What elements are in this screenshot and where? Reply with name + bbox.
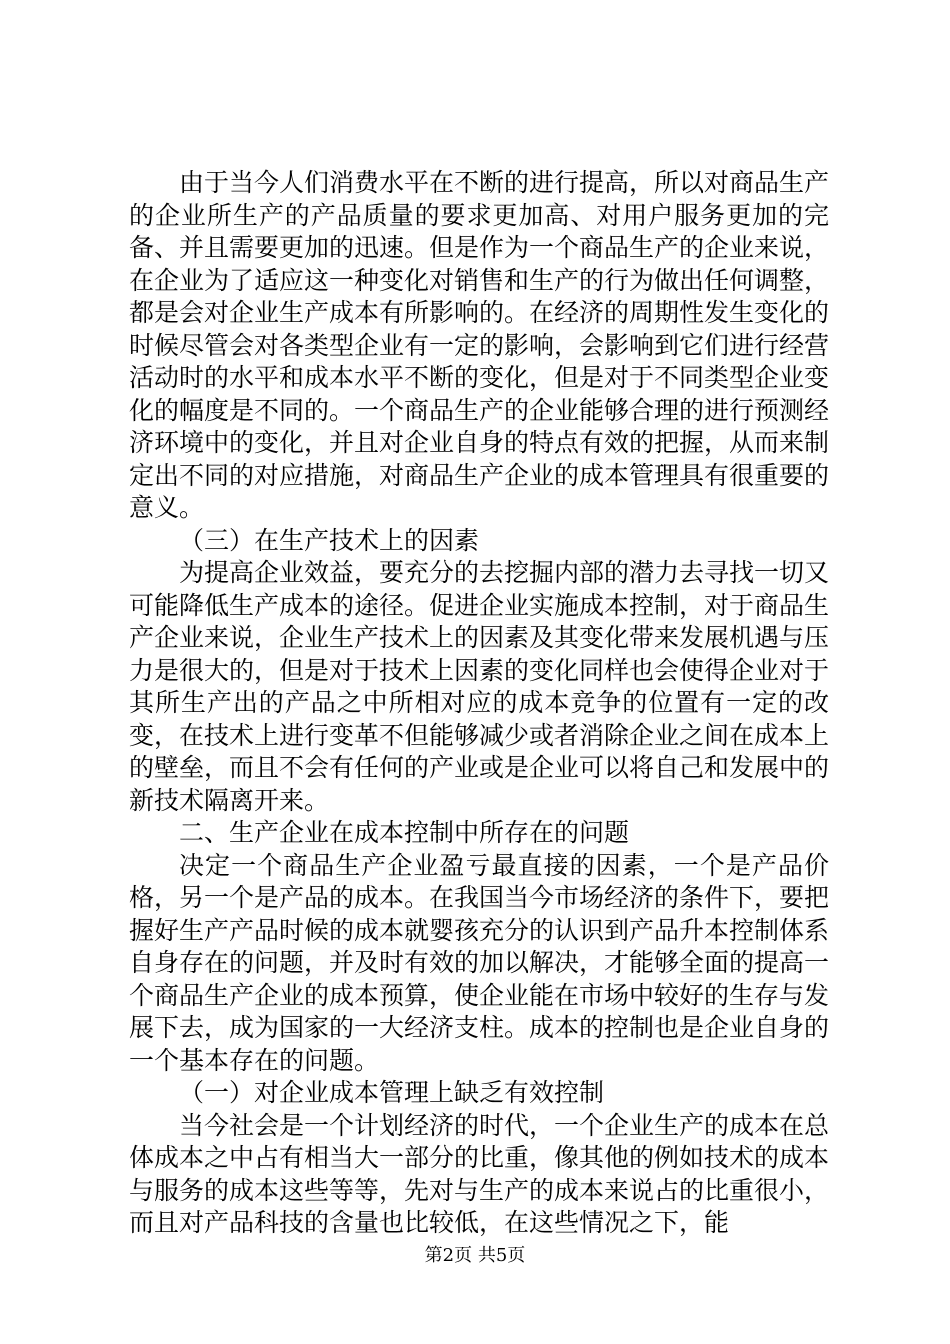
paragraph-economic-cycle: 由于当今人们消费水平在不断的进行提高，所以对商品生产的企业所生产的产品质量的要求更加高、对用户服务更加的完备、并且需要更加的迅速。但是作为一个商品生产的企业来说，在企业为了适应这一种变化对销售和生产的行为做出任何调整，都是会对企业生产成本有所影响的。在经济的周期性发生变化的时候尽管会对各类型企业有一定的影响，会影响到它们进行经营活动时的水平和成本水平不断的变化，但是对于不同类型企业变化的幅度是不同的。一个商品生产的企业能够合理的进行预测经济环境中的变化，并且对企业自身的特点有效的把握，从而来制定出不同的对应措施，对商品生产企业的成本管理具有很重要的意义。 [129,168,830,522]
section-heading-cost-control: （一）对企业成本管理上缺乏有效控制 [179,1078,605,1107]
paragraph-cost-control: 当今社会是一个计划经济的时代，一个企业生产的成本在总体成本之中占有相当大一部分的比重，像其他的例如技术的成本与服务的成本这些等等，先对与生产的成本来说占的比重很小，而且对产品科技的含量也比较低，在这些情况之下，能 [129,1110,830,1237]
section-heading-problems: 二、生产企业在成本控制中所存在的问题 [179,818,630,847]
paragraph-problems: 决定一个商品生产企业盈亏最直接的因素，一个是产品价格，另一个是产品的成本。在我国当今市场经济的条件下，要把握好生产产品时候的成本就婴孩充分的认识到产品升本控制体系自身存在的问题，并及时有效的加以解决，才能够全面的提高一个商品生产企业的成本预算，使企业能在市场中较好的生存与发展下去，成为国家的一大经济支柱。成本的控制也是企业自身的一个基本存在的问题。 [129,850,830,1075]
paragraph-technology: 为提高企业效益，要充分的去挖掘内部的潜力去寻找一切又可能降低生产成本的途径。促进企业实施成本控制，对于商品生产企业来说，企业生产技术上的因素及其变化带来发展机遇与压力是很大的，但是对于技术上因素的变化同样也会使得企业对于其所生产出的产品之中所相对应的成本竞争的位置有一定的改变，在技术上进行变革不但能够减少或者消除企业之间在成本上的壁垒，而且不会有任何的产业或是企业可以将自己和发展中的新技术隔离开来。 [129,558,830,815]
section-heading-technology: （三）在生产技术上的因素 [179,525,480,555]
page-number-footer: 第2页 共5页 [424,1245,526,1266]
document-body [129,167,829,1240]
